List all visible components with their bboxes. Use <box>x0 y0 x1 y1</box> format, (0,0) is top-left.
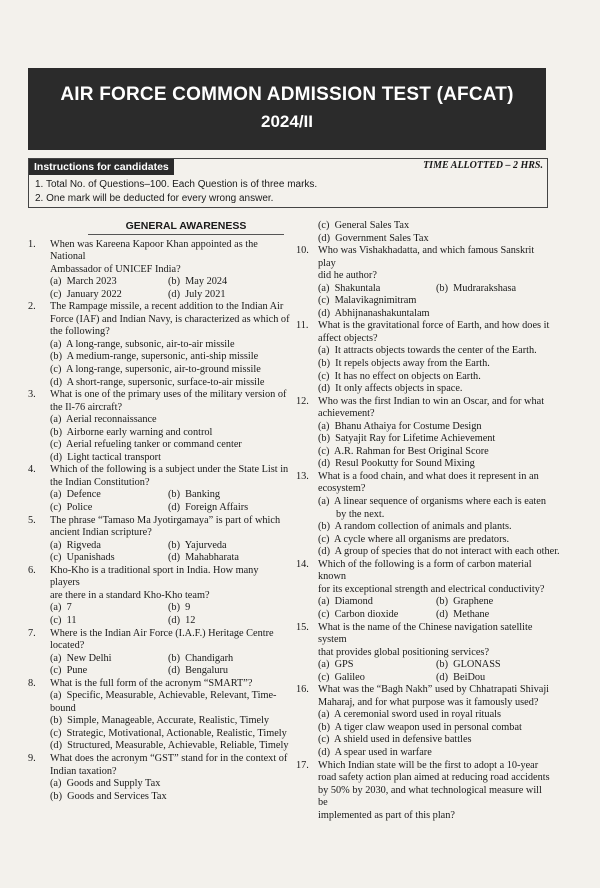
option: (d) Resul Pookutty for Sound Mixing <box>318 458 475 470</box>
option: (c) A.R. Rahman for Best Original Score <box>318 445 489 457</box>
option-row <box>28 364 290 377</box>
option-row <box>28 778 290 791</box>
option: (b) Mudrarakshasa <box>436 282 517 294</box>
option-row <box>28 289 290 302</box>
option-row <box>296 659 550 672</box>
question-number: 12. <box>296 395 309 407</box>
option: (d) A spear used in warfare <box>318 746 432 758</box>
option: (d) It only affects objects in space. <box>318 383 463 395</box>
question-line: What is the name of the Chinese navigation satellite system <box>318 621 533 646</box>
option-row <box>296 496 550 509</box>
question-number: 5. <box>28 514 36 526</box>
question-line: When was Kareena Kapoor Khan appointed as the National <box>50 238 258 263</box>
question-block <box>296 470 560 559</box>
option: by the next. <box>318 508 385 520</box>
question-block <box>28 515 290 565</box>
option: (b) Chandigarh <box>168 652 234 664</box>
left-column <box>28 220 290 803</box>
question-line: Kho-Kho is a traditional sport in India. How many players <box>50 564 259 589</box>
option: bound <box>50 702 76 714</box>
option-row <box>28 540 290 553</box>
option: (a) Defence <box>50 489 101 501</box>
question-block <box>296 622 550 685</box>
instruction-item: 2. One mark will be deducted for every wrong answer. <box>35 193 274 204</box>
time-allotted: TIME ALLOTTED – 2 HRS. <box>423 160 543 171</box>
option-row <box>296 283 550 296</box>
question-line: Who was Vishakhadatta, and which famous Sanskrit play <box>318 245 535 269</box>
question-line: What is the full form of the acronym “SMART”? <box>50 677 253 689</box>
option-row <box>296 308 550 321</box>
option-row <box>28 339 290 352</box>
option: (a) Specific, Measurable, Achievable, Relevant, Time- <box>50 690 277 702</box>
option-row <box>28 728 290 741</box>
question-line: What does the acronym “GST” stand for in the context of <box>50 752 288 764</box>
question-block <box>296 320 550 395</box>
question-text <box>296 245 550 283</box>
question-text <box>28 389 290 414</box>
option: (d) Government Sales Tax <box>318 232 429 244</box>
option-row <box>28 351 290 364</box>
option: (b) GLONASS <box>436 659 501 671</box>
option-row <box>296 672 550 685</box>
option: (c) It has no effect on objects on Earth. <box>318 370 481 382</box>
question-number: 7. <box>28 627 36 639</box>
question-block <box>28 628 290 678</box>
instructions-heading: Instructions for candidates <box>29 159 174 175</box>
option: (b) Simple, Manageable, Accurate, Realistic, Timely <box>50 715 270 727</box>
question-text <box>28 464 290 489</box>
option: (b) A random collection of animals and plants. <box>318 521 512 533</box>
option-row <box>296 358 550 371</box>
option: (d) Structured, Measurable, Achievable, Reliable, Timely <box>50 740 289 752</box>
option: (d) 12 <box>168 614 196 626</box>
option-row <box>28 715 290 728</box>
question-text <box>28 678 290 691</box>
option-row <box>296 233 550 246</box>
option-row <box>28 791 290 804</box>
option: (c) A cycle where all organisms are predators. <box>318 533 510 545</box>
option: (a) Aerial reconnaissance <box>50 414 157 426</box>
option: (b) Airborne early warning and control <box>50 426 213 438</box>
question-text <box>296 471 550 496</box>
option: (b) Banking <box>168 489 221 501</box>
question-line: road safety action plan aimed at reducing road accidents <box>318 772 550 784</box>
option: (c) Galileo <box>318 671 365 683</box>
option-row <box>296 220 550 233</box>
option-row <box>28 653 290 666</box>
option: (a) It attracts objects towards the center of the Earth. <box>318 345 537 357</box>
option: (d) Light tactical transport <box>50 451 161 463</box>
option-row <box>28 615 290 628</box>
option: (c) General Sales Tax <box>318 220 410 231</box>
question-line: Which of the following is a form of carbon material known <box>318 558 532 583</box>
question-line: The Rampage missile, a recent addition to the Indian Air <box>50 301 284 313</box>
option: (d) Mahabharata <box>168 552 239 564</box>
question-text <box>296 396 550 421</box>
option: (a) A long-range, subsonic, air-to-air missile <box>50 338 235 350</box>
question-line: What is a food chain, and what does it represent in an <box>318 470 539 482</box>
question-text <box>296 320 550 345</box>
question-block <box>28 239 290 302</box>
question-block <box>28 301 290 389</box>
question-text <box>296 622 550 660</box>
option-row <box>296 596 550 609</box>
question-line: the Il-76 aircraft? <box>50 401 123 413</box>
option-row <box>28 276 290 289</box>
title-banner <box>28 68 546 150</box>
option: (c) Strategic, Motivational, Actionable, Realistic, Timely <box>50 727 287 739</box>
option: (d) Abhijnanashakuntalam <box>318 307 430 319</box>
question-text <box>28 301 290 339</box>
question-line: by 50% by 2030, and what technological measure will be <box>318 784 542 809</box>
option-row <box>296 421 550 434</box>
option-row <box>296 747 550 760</box>
question-line: Who was the first Indian to win an Oscar, and for what <box>318 395 545 407</box>
option: (a) March 2023 <box>50 276 117 288</box>
option: (c) Police <box>50 502 93 514</box>
question-number: 13. <box>296 470 309 482</box>
option: (c) A long-range, supersonic, air-to-ground missile <box>50 364 261 376</box>
option-row <box>28 602 290 615</box>
question-line: achievement? <box>318 408 375 420</box>
question-text <box>28 628 290 653</box>
question-line: implemented as part of this plan? <box>318 809 455 821</box>
option-row <box>296 446 550 459</box>
option: (a) Shakuntala <box>318 282 381 294</box>
option: (c) A shield used in defensive battles <box>318 734 472 746</box>
question-line: did he author? <box>318 270 377 282</box>
option-row <box>296 509 550 522</box>
option: (b) Goods and Services Tax <box>50 790 167 802</box>
option: (a) Goods and Supply Tax <box>50 778 161 790</box>
option: (a) GPS <box>318 659 354 671</box>
question-line: for its exceptional strength and electrical conductivity? <box>318 583 545 595</box>
question-line: ancient Indian scripture? <box>50 527 152 539</box>
option: (c) Pune <box>50 665 88 677</box>
option: (d) Bengaluru <box>168 665 229 677</box>
question-block <box>28 678 290 753</box>
question-line: affect objects? <box>318 332 378 344</box>
question-line: the following? <box>50 326 110 338</box>
question-block <box>296 220 550 245</box>
question-line: What is one of the primary uses of the military version of <box>50 389 287 401</box>
question-line: Force (IAF) and Indian Navy, is characterized as which of <box>50 313 290 325</box>
question-number: 10. <box>296 245 309 257</box>
question-line: The phrase “Tamaso Ma Jyotirgamaya” is part of which <box>50 514 281 526</box>
question-block <box>296 684 550 759</box>
question-number: 6. <box>28 564 36 576</box>
option: (b) A medium-range, supersonic, anti-ship missile <box>50 351 259 363</box>
question-number: 8. <box>28 677 36 689</box>
option-row <box>296 371 550 384</box>
option: (d) Foreign Affairs <box>168 502 249 514</box>
question-line: Maharaj, and for what purpose was it famously used? <box>318 696 539 708</box>
instruction-item: 1. Total No. of Questions–100. Each Question is of three marks. <box>35 179 318 190</box>
option-row <box>296 295 550 308</box>
option-row <box>296 709 550 722</box>
question-line: What is the gravitational force of Earth, and how does it <box>318 320 550 332</box>
question-number: 3. <box>28 389 36 401</box>
option: (b) May 2024 <box>168 276 228 288</box>
option: (d) BeiDou <box>436 671 486 683</box>
question-block <box>296 559 550 622</box>
question-line: Ambassador of UNICEF India? <box>50 263 181 275</box>
question-number: 17. <box>296 759 309 771</box>
exam-year: 2024/II <box>261 112 313 131</box>
question-text <box>296 684 550 709</box>
option-row <box>28 690 290 703</box>
option-row <box>28 414 290 427</box>
question-block <box>28 565 290 628</box>
question-text <box>296 760 550 823</box>
question-line: Where is the Indian Air Force (I.A.F.) Heritage Centre <box>50 627 274 639</box>
question-number: 11. <box>296 320 309 332</box>
question-text <box>28 515 290 540</box>
option-row <box>28 489 290 502</box>
option-row <box>296 722 550 735</box>
option: (d) Methane <box>436 608 490 620</box>
option: (d) July 2021 <box>168 288 226 300</box>
question-text <box>296 559 550 597</box>
question-line: the Indian Constitution? <box>50 476 150 488</box>
question-text <box>28 565 290 603</box>
option: (a) New Delhi <box>50 652 112 664</box>
option-row <box>28 439 290 452</box>
question-number: 15. <box>296 621 309 633</box>
question-number: 9. <box>28 752 36 764</box>
question-line: What was the “Bagh Nakh” used by Chhatrapati Shivaji <box>318 684 550 696</box>
option: (b) Graphene <box>436 596 494 608</box>
option-row <box>296 521 550 534</box>
question-number: 14. <box>296 558 309 570</box>
option-row <box>28 377 290 390</box>
question-line: Which of the following is a subject under the State List in <box>50 464 289 476</box>
option: (c) Carbon dioxide <box>318 608 399 620</box>
question-block <box>28 753 290 803</box>
question-line: Indian taxation? <box>50 765 117 777</box>
right-column <box>296 220 560 822</box>
option: (c) Upanishads <box>50 552 115 564</box>
option-row <box>296 734 550 747</box>
question-text <box>28 753 290 778</box>
option-row <box>296 345 550 358</box>
question-line: located? <box>50 640 85 652</box>
question-number: 2. <box>28 301 36 313</box>
option-row <box>296 609 550 622</box>
question-block <box>28 389 290 464</box>
option-row <box>296 383 550 396</box>
option-row <box>296 433 550 446</box>
option-row <box>28 427 290 440</box>
option: (a) Bhanu Athaiya for Costume Design <box>318 420 482 432</box>
question-line: that provides global positioning services? <box>318 646 490 658</box>
question-block <box>296 245 550 320</box>
option: (c) Aerial refueling tanker or command center <box>50 439 242 451</box>
option: (c) Malavikagnimitram <box>318 295 417 307</box>
option: (a) A linear sequence of organisms where each is eaten <box>318 496 546 508</box>
question-number: 16. <box>296 684 309 696</box>
question-block <box>296 396 550 471</box>
question-line: are there in a standard Kho-Kho team? <box>50 589 210 601</box>
option: (b) Yajurveda <box>168 539 227 551</box>
question-text <box>28 239 290 277</box>
option: (c) January 2022 <box>50 288 122 300</box>
instructions-box <box>28 158 548 208</box>
exam-title: AIR FORCE COMMON ADMISSION TEST (AFCAT) <box>60 84 514 105</box>
option: (b) It repels objects away from the Earth. <box>318 358 490 370</box>
option-row <box>296 458 550 471</box>
option-row <box>296 534 550 547</box>
option: (b) 9 <box>168 602 191 614</box>
option-row <box>28 703 290 716</box>
question-number: 4. <box>28 464 36 476</box>
option: (d) A short-range, supersonic, surface-to-air missile <box>50 376 265 388</box>
option: (b) Satyajit Ray for Lifetime Achievement <box>318 433 496 445</box>
option-row <box>28 665 290 678</box>
option: (c) 11 <box>50 614 77 626</box>
option-row <box>28 740 290 753</box>
option-row <box>28 552 290 565</box>
option: (a) Rigveda <box>50 539 101 551</box>
option-row <box>28 452 290 465</box>
question-line: Which Indian state will be the first to adopt a 10-year <box>318 759 539 771</box>
section-title: GENERAL AWARENESS <box>88 220 284 235</box>
option-row <box>296 546 560 559</box>
option: (b) A tiger claw weapon used in personal combat <box>318 721 522 733</box>
question-block <box>28 464 290 514</box>
option: (a) Diamond <box>318 596 373 608</box>
option: (a) 7 <box>50 602 72 614</box>
question-line: ecosystem? <box>318 483 366 495</box>
option-row <box>28 502 290 515</box>
question-number: 1. <box>28 238 36 250</box>
option: (d) A group of species that do not interact with each other. <box>318 546 560 558</box>
question-block <box>296 760 550 823</box>
option: (a) A ceremonial sword used in royal rituals <box>318 709 502 721</box>
